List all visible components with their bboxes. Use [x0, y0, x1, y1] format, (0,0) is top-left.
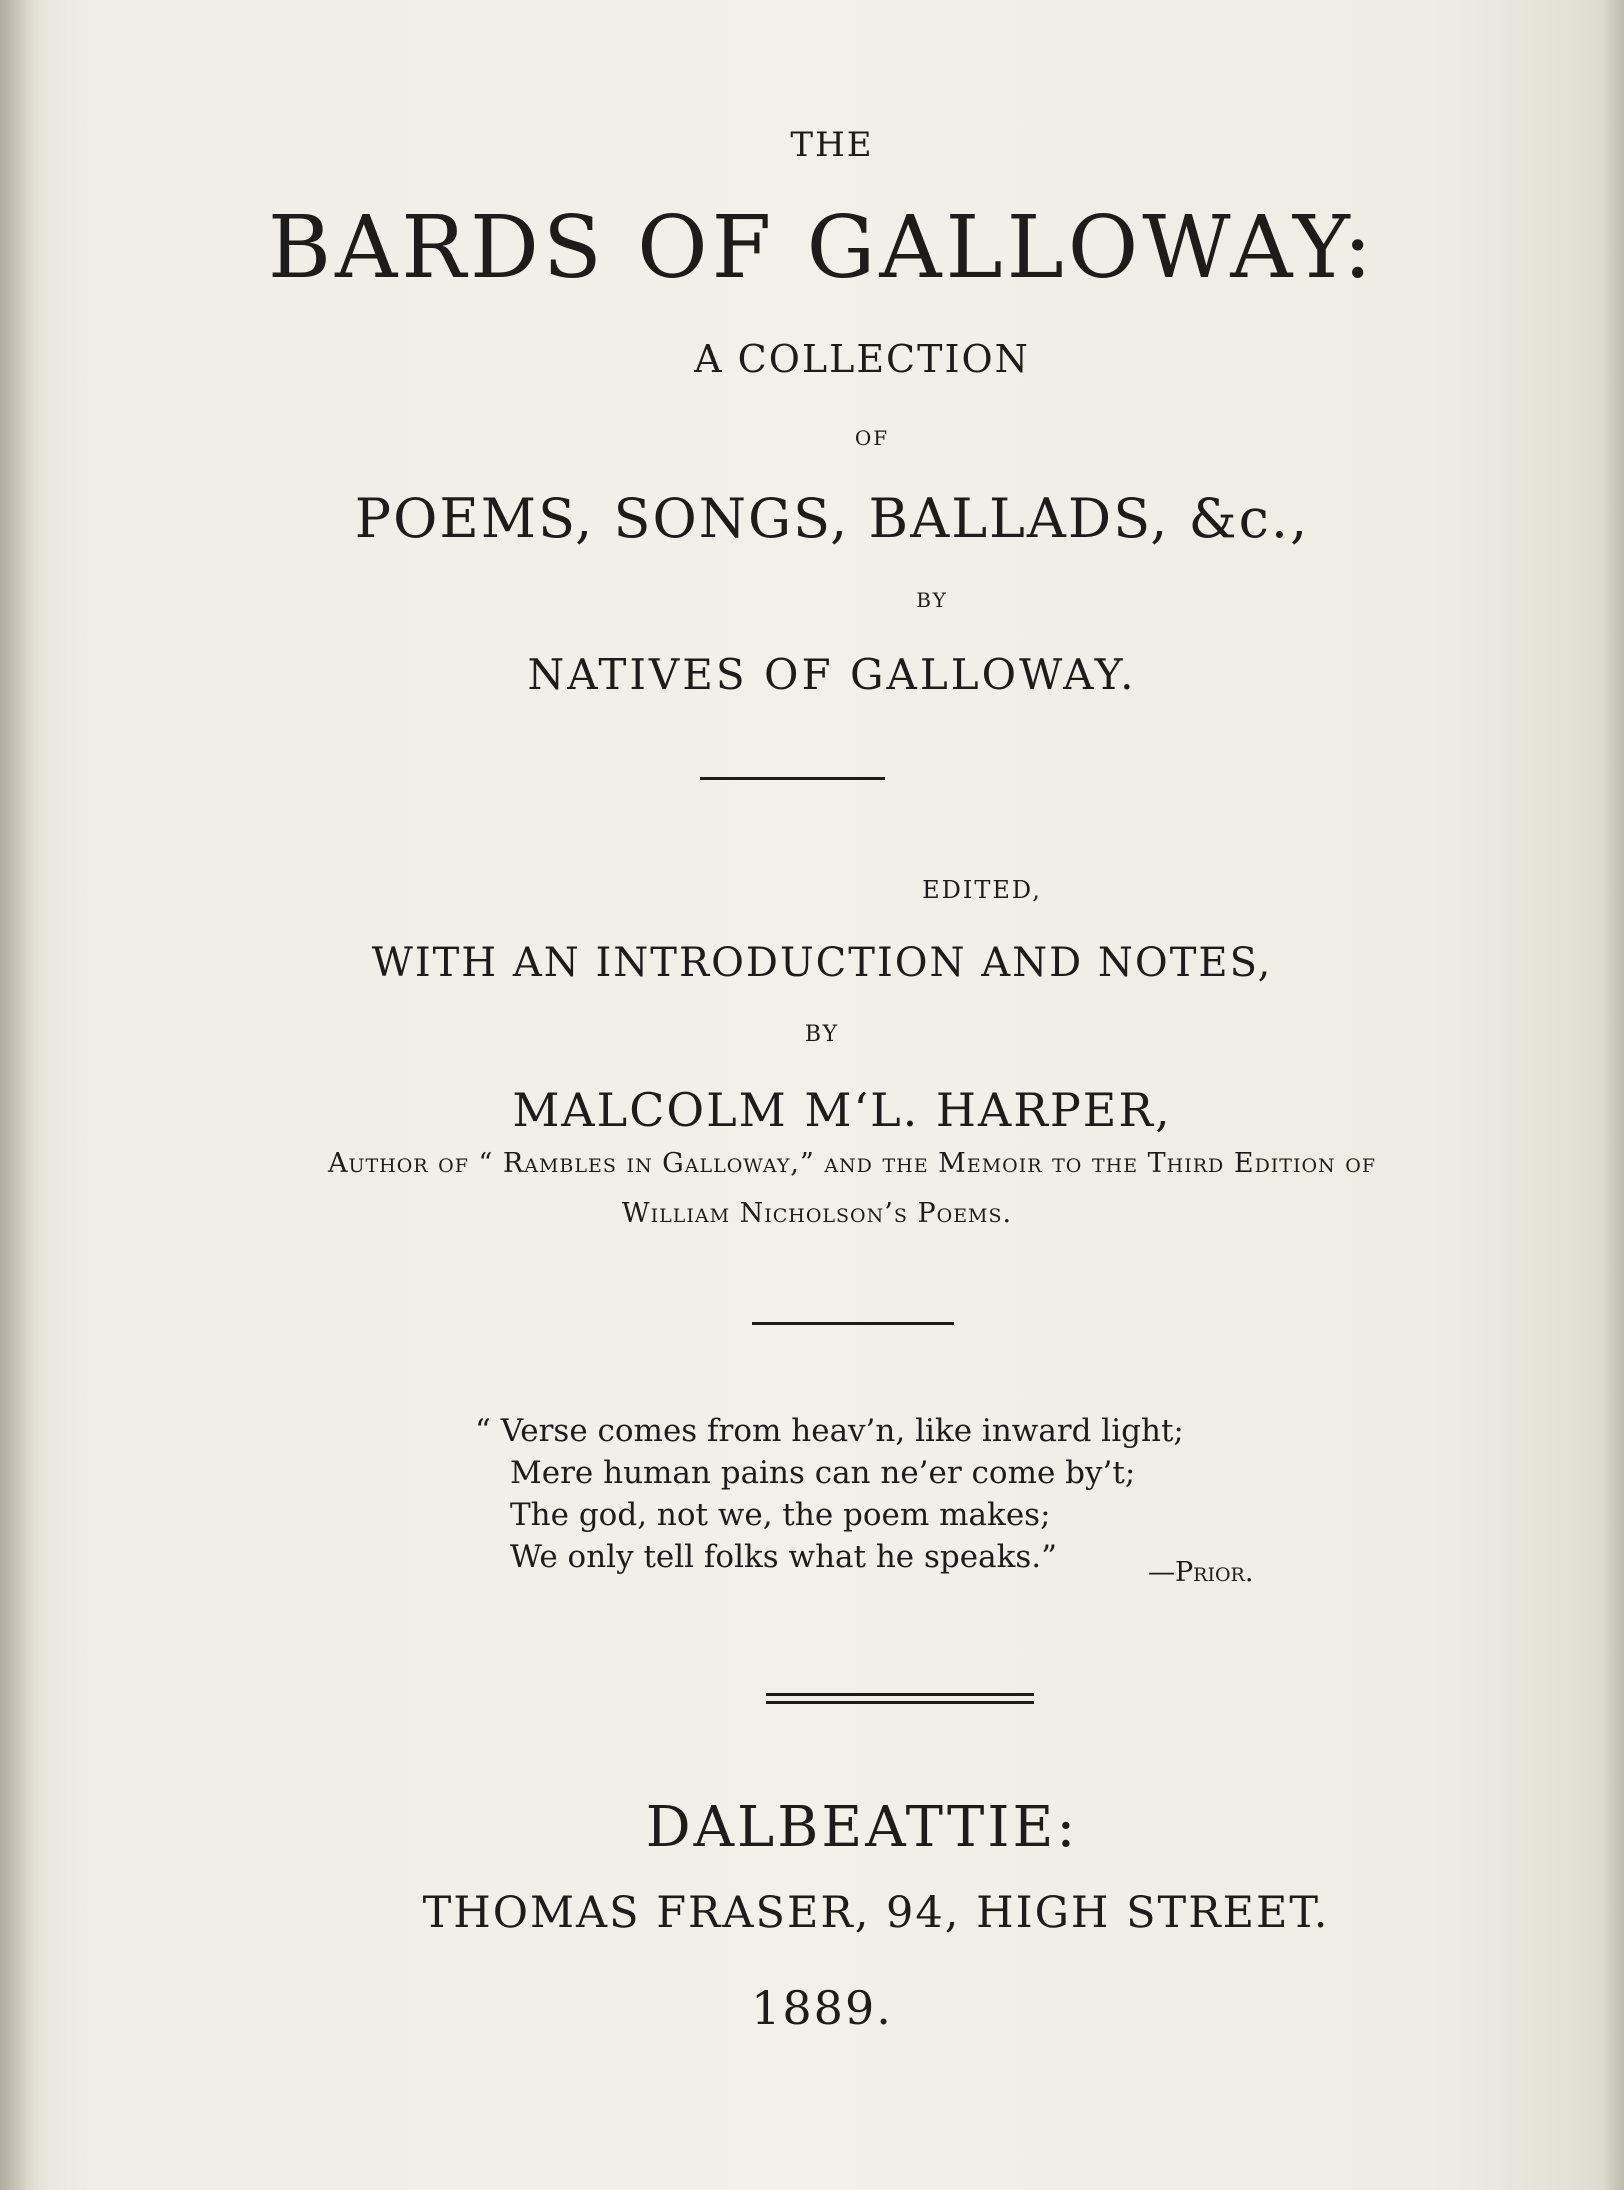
double-rule [766, 1693, 1034, 1704]
epigraph-line: The god, not we, the poem makes; [510, 1497, 1051, 1533]
connector-by: BY [916, 588, 948, 612]
epigraph [475, 1410, 1375, 1578]
epigraph-line: Mere human pains can ne’er come by’t; [510, 1455, 1136, 1491]
book-subtitle: A COLLECTION [694, 337, 1030, 381]
publication-place: DALBEATTIE: [645, 1795, 1079, 1860]
title-article: THE [790, 125, 874, 165]
connector-by-editor: BY [804, 1022, 840, 1047]
publisher-address: THOMAS FRASER, 94, HIGH STREET. [422, 1888, 1330, 1938]
connector-of: OF [854, 426, 890, 450]
book-title: BARDS OF GALLOWAY: [267, 198, 1377, 298]
epigraph-line: “ Verse comes from heav’n, like inward light; [475, 1413, 1184, 1449]
publication-year: 1889. [751, 1981, 893, 2035]
editor-name: MALCOLM M‘L. HARPER, [512, 1083, 1172, 1137]
editor-credentials-line-2: William Nicholson’s Poems. [621, 1198, 1013, 1229]
epigraph-line: We only tell folks what he speaks.” [510, 1539, 1057, 1575]
epigraph-attribution: —Prior. [1148, 1557, 1254, 1588]
edited-label: EDITED, [922, 876, 1042, 904]
section-rule [752, 1322, 954, 1325]
natives-line: NATIVES OF GALLOWAY. [527, 650, 1137, 699]
contents-line: POEMS, SONGS, BALLADS, &c., [354, 487, 1310, 550]
introduction-line: WITH AN INTRODUCTION AND NOTES, [371, 940, 1273, 986]
editor-credentials-line-1: Author of “ Rambles in Galloway,” and the Memoir to the Third Edition of [327, 1148, 1377, 1179]
section-rule [700, 777, 885, 780]
